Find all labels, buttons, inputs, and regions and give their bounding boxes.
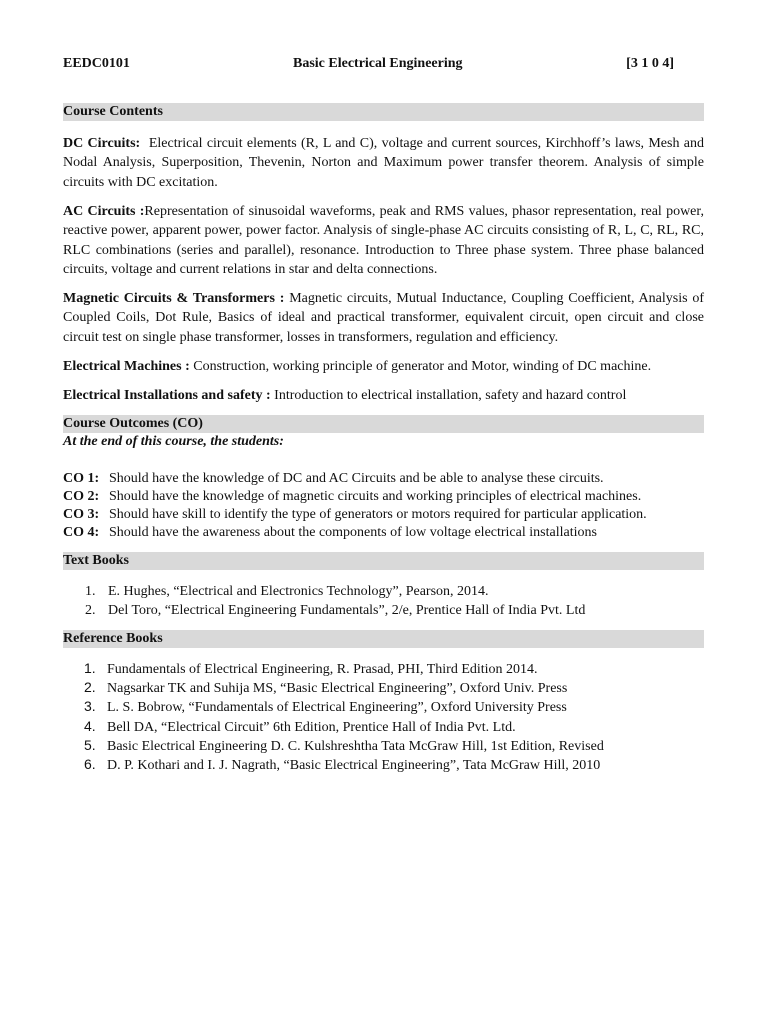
reference-book-item bbox=[84, 717, 516, 737]
text-book-number: 1. bbox=[85, 584, 96, 599]
course-outcome-text: Should have the awareness about the components of low voltage electrical installations bbox=[109, 525, 597, 540]
text-books-heading: Text Books bbox=[63, 552, 704, 570]
dc-circuits-label: DC Circuits: bbox=[63, 136, 141, 151]
reference-book-item bbox=[84, 736, 604, 756]
course-outcome-text: Should have the knowledge of DC and AC Circuits and be able to analyse these circuits. bbox=[109, 471, 604, 486]
course-contents-heading: Course Contents bbox=[63, 103, 704, 121]
reference-book-item bbox=[84, 755, 600, 775]
electrical-machines-paragraph bbox=[63, 357, 704, 376]
course-credits: [3 1 0 4] bbox=[626, 56, 674, 71]
course-outcome-text: Should have the knowledge of magnetic circuits and working principles of electrical machines. bbox=[109, 489, 642, 504]
electrical-installations-label: Electrical Installations and safety : bbox=[63, 388, 271, 403]
text-book-item bbox=[85, 601, 585, 620]
course-code: EEDC0101 bbox=[63, 56, 130, 71]
reference-book-text: Bell DA, “Electrical Circuit” 6th Edition, Prentice Hall of India Pvt. Ltd. bbox=[107, 720, 516, 735]
ac-circuits-text: Representation of sinusoidal waveforms, peak and RMS values, phasor representation, real power, reactive power, apparent power, power factor. Analysis of single-phase AC circuits consisting of R, L, C, RL, RC, RLC combinations (series and parallel), resonance. Introduction to Three phase system. Three phase balanced circuits, voltage and current relations in star and delta connections. bbox=[63, 204, 704, 278]
magnetic-circuits-paragraph bbox=[63, 289, 704, 347]
reference-book-text: Basic Electrical Engineering D. C. Kulshreshtha Tata McGraw Hill, 1st Edition, Revised bbox=[107, 739, 604, 754]
dc-circuits-paragraph bbox=[63, 134, 704, 192]
course-title: Basic Electrical Engineering bbox=[293, 56, 463, 71]
reference-book-item bbox=[84, 697, 567, 717]
electrical-machines-label: Electrical Machines : bbox=[63, 359, 190, 374]
course-outcomes-intro: At the end of this course, the students: bbox=[63, 434, 284, 449]
reference-book-item bbox=[84, 659, 538, 679]
course-outcome-item bbox=[63, 470, 704, 489]
course-outcome-item bbox=[63, 506, 704, 525]
ac-circuits-label: AC Circuits : bbox=[63, 204, 145, 219]
course-outcome-text: Should have skill to identify the type of generators or motors required for particular application. bbox=[109, 507, 647, 522]
text-book-number: 2. bbox=[85, 603, 96, 618]
reference-book-text: Nagsarkar TK and Suhija MS, “Basic Electrical Engineering”, Oxford Univ. Press bbox=[107, 681, 568, 696]
electrical-machines-text: Construction, working principle of generator and Motor, winding of DC machine. bbox=[193, 359, 652, 374]
text-book-text: E. Hughes, “Electrical and Electronics Technology”, Pearson, 2014. bbox=[108, 584, 489, 599]
reference-books-heading: Reference Books bbox=[63, 630, 704, 648]
course-outcome-item bbox=[63, 524, 704, 543]
reference-book-text: L. S. Bobrow, “Fundamentals of Electrical Engineering”, Oxford University Press bbox=[107, 700, 567, 715]
course-outcome-label: CO 1: bbox=[63, 471, 100, 486]
course-outcome-item bbox=[63, 488, 704, 507]
ac-circuits-paragraph bbox=[63, 202, 704, 280]
electrical-installations-paragraph bbox=[63, 386, 704, 405]
reference-book-number: 5. bbox=[84, 737, 96, 753]
magnetic-circuits-label: Magnetic Circuits & Transformers : bbox=[63, 291, 285, 306]
course-outcome-label: CO 4: bbox=[63, 525, 100, 540]
reference-book-text: Fundamentals of Electrical Engineering, R. Prasad, PHI, Third Edition 2014. bbox=[107, 662, 538, 677]
magnetic-circuits-text: Magnetic circuits, Mutual Inductance, Coupling Coefficient, Analysis of Coupled Coils, Dot Rule, Basics of ideal and practical transformer, equivalent circuit, open circuit and close circuit test on single phase transformer, losses in transformers, regulation and efficiency. bbox=[63, 291, 705, 345]
course-outcome-label: CO 2: bbox=[63, 489, 100, 504]
reference-book-number: 4. bbox=[84, 718, 96, 734]
reference-book-number: 2. bbox=[84, 679, 96, 695]
reference-book-number: 3. bbox=[84, 698, 96, 714]
electrical-installations-text: Introduction to electrical installation, safety and hazard control bbox=[274, 388, 627, 403]
reference-book-number: 6. bbox=[84, 756, 96, 772]
course-outcome-label: CO 3: bbox=[63, 507, 100, 522]
reference-book-text: D. P. Kothari and I. J. Nagrath, “Basic Electrical Engineering”, Tata McGraw Hill, 2010 bbox=[107, 758, 601, 773]
reference-book-item bbox=[84, 678, 567, 698]
dc-circuits-text: Electrical circuit elements (R, L and C), voltage and current sources, Kirchhoff’s laws, Mesh and Nodal Analysis, Superposition, Thevenin, Norton and Maximum power transfer theorem. Analysis of simple circuits with DC excitation. bbox=[63, 136, 705, 190]
text-book-text: Del Toro, “Electrical Engineering Fundamentals”, 2/e, Prentice Hall of India Pvt. Ltd bbox=[108, 603, 586, 618]
course-outcomes-heading: Course Outcomes (CO) bbox=[63, 415, 704, 433]
course-header bbox=[63, 56, 704, 76]
text-book-item bbox=[85, 582, 489, 601]
reference-book-number: 1. bbox=[84, 660, 96, 676]
